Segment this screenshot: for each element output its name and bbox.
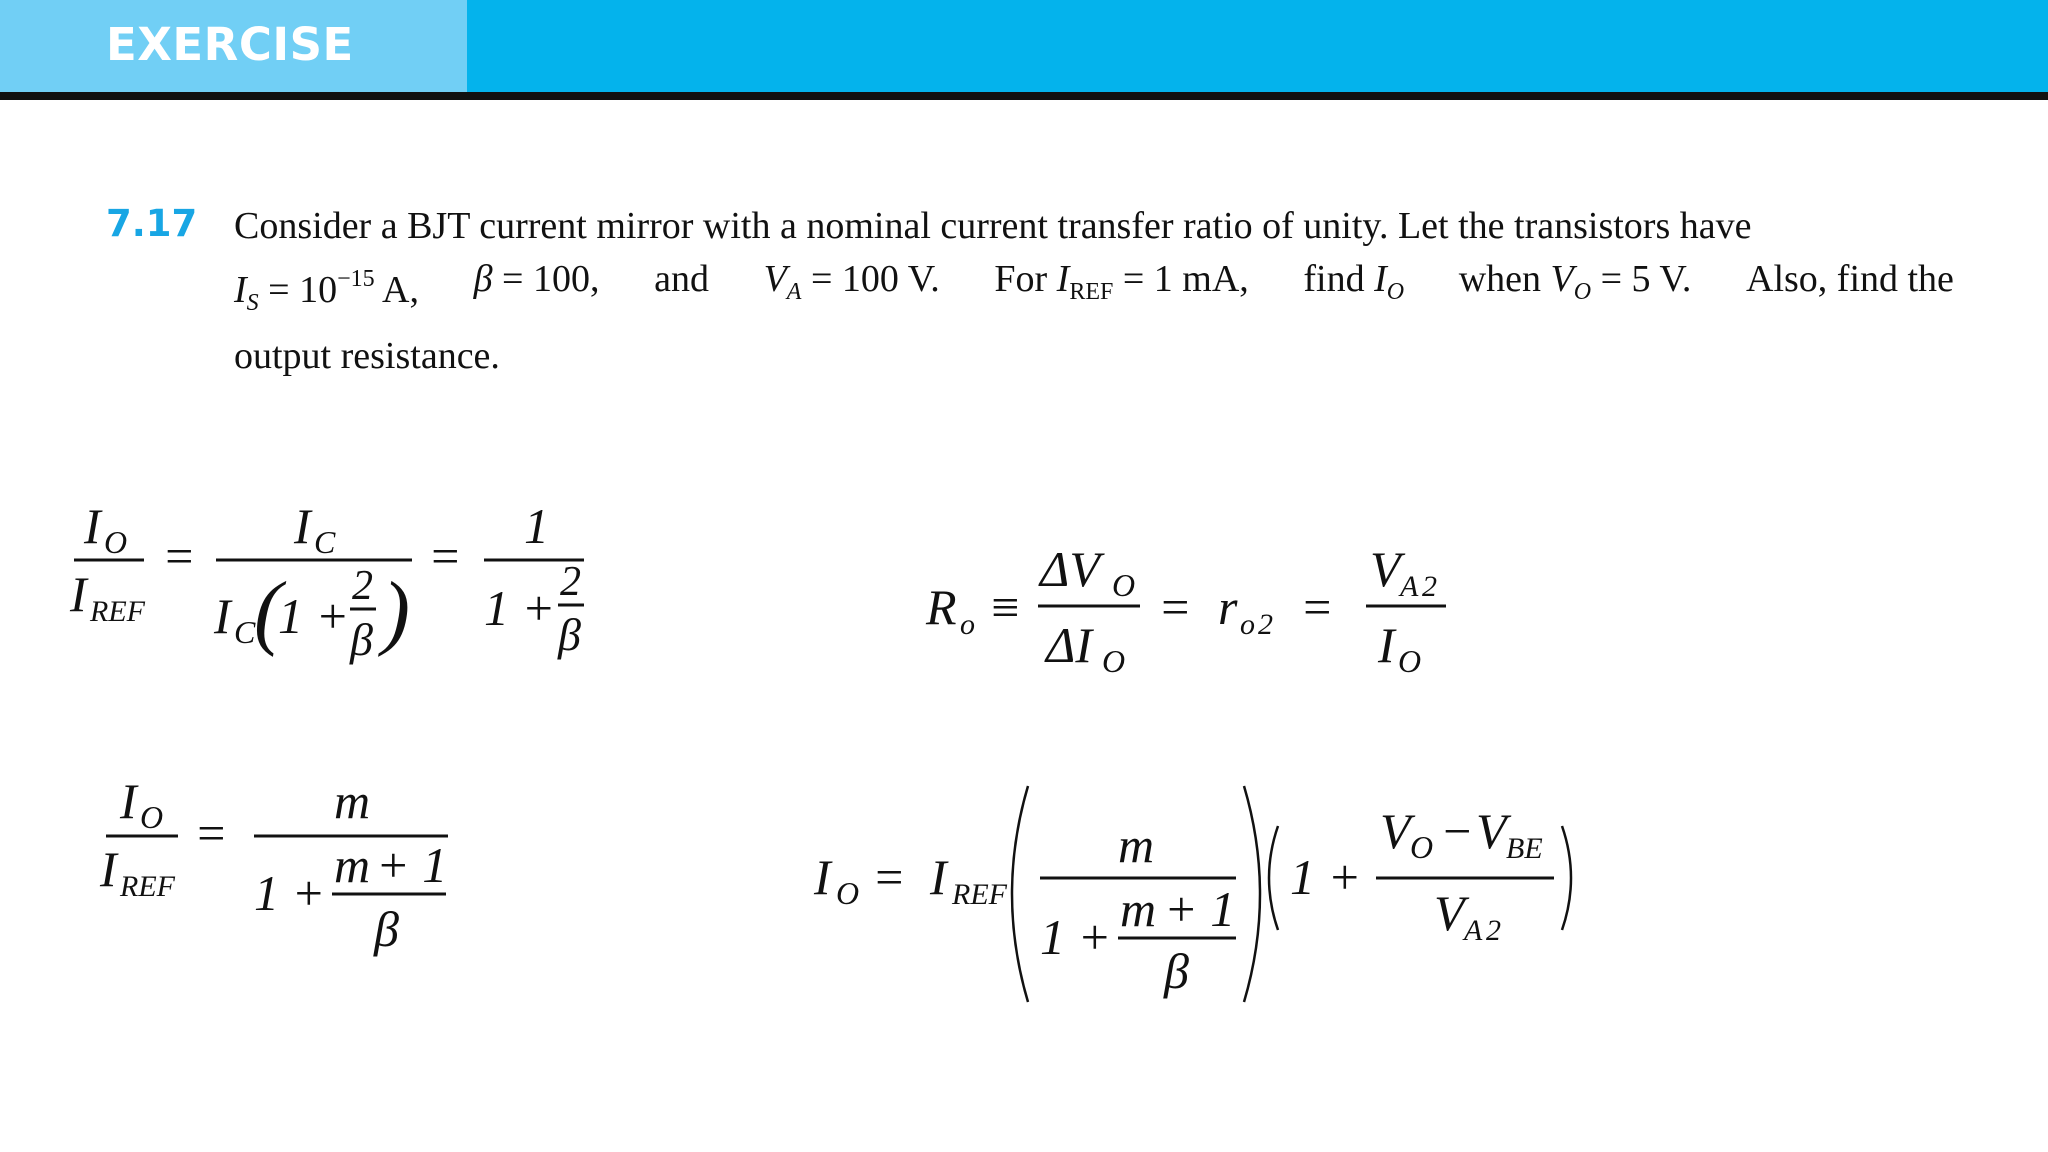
- svg-text:β: β: [374, 901, 399, 957]
- header-tab: [0, 0, 467, 92]
- svg-text:O: O: [140, 799, 164, 835]
- svg-text:2: 2: [352, 563, 373, 609]
- svg-text:m: m: [334, 773, 371, 829]
- svg-text:C: C: [314, 524, 336, 560]
- problem-line-2: $I_S = 10^{-15}$ A, β = 100, and $V_A = 100$ V. For $I_{REF} = 1$ mA, find $I_O$ when $V_O = 5$ V. Also, find the: [234, 258, 1954, 316]
- svg-text:m: m: [1118, 817, 1155, 873]
- exercise-number: 7.17: [106, 202, 198, 245]
- svg-text:m: m: [1120, 881, 1157, 937]
- svg-text:I: I: [120, 773, 137, 829]
- svg-text:O: O: [1398, 643, 1422, 679]
- svg-text:I: I: [214, 588, 231, 644]
- svg-text:2: 2: [1486, 914, 1501, 947]
- svg-text:REF: REF: [952, 878, 1007, 911]
- svg-text:I: I: [930, 849, 947, 905]
- header-rule: [0, 92, 2048, 100]
- svg-text:): ): [382, 565, 410, 658]
- equation-output-resistance: [922, 528, 1462, 688]
- svg-text:2: 2: [1422, 570, 1437, 603]
- svg-text:O: O: [836, 875, 860, 911]
- svg-text:V: V: [1380, 803, 1411, 859]
- svg-text:r: r: [1218, 579, 1238, 635]
- svg-text:=: =: [872, 849, 906, 905]
- svg-text:A: A: [1464, 914, 1483, 947]
- svg-text:m: m: [334, 837, 371, 893]
- svg-text:+ 1: + 1: [1164, 881, 1236, 937]
- svg-text:O: O: [1112, 567, 1136, 603]
- svg-text:1: 1: [524, 498, 549, 554]
- svg-text:O: O: [104, 524, 128, 560]
- equation-transfer-ratio-m: [90, 770, 490, 970]
- svg-text:1 +: 1 +: [278, 588, 350, 644]
- svg-text:=: =: [194, 805, 228, 861]
- svg-text:=: =: [428, 528, 462, 584]
- svg-text:β: β: [1164, 943, 1189, 999]
- svg-text:O: O: [1410, 829, 1434, 865]
- equation-output-current: [808, 782, 1588, 1012]
- problem-line-1: Consider a BJT current mirror with a nominal current transfer ratio of unity. Let the transistors have: [234, 205, 1752, 247]
- svg-text:1 +: 1 +: [1040, 909, 1112, 965]
- svg-text:1 +: 1 +: [1290, 849, 1362, 905]
- svg-text:o: o: [1240, 608, 1255, 641]
- svg-text:2: 2: [1258, 608, 1273, 641]
- svg-text:1 +: 1 +: [254, 865, 326, 921]
- equation-transfer-ratio-basic: [68, 495, 628, 685]
- svg-text:I: I: [100, 841, 117, 897]
- svg-text:=: =: [162, 528, 196, 584]
- svg-text:REF: REF: [90, 595, 145, 628]
- svg-text:I: I: [814, 849, 831, 905]
- svg-text:−: −: [1440, 803, 1474, 859]
- svg-text:ΔV: ΔV: [1040, 541, 1100, 597]
- svg-text:+ 1: + 1: [376, 837, 448, 893]
- svg-text:I: I: [1378, 617, 1395, 673]
- svg-text:REF: REF: [120, 870, 175, 903]
- svg-text:C: C: [234, 614, 256, 650]
- header-title: EXERCISE: [106, 18, 354, 71]
- svg-text:2: 2: [560, 559, 581, 605]
- problem-statement: [234, 200, 1954, 383]
- svg-text:o: o: [960, 608, 975, 641]
- svg-text:(: (: [254, 565, 282, 658]
- svg-text:BE: BE: [1506, 832, 1543, 865]
- svg-text:A: A: [1400, 570, 1419, 603]
- svg-text:V: V: [1434, 885, 1465, 941]
- svg-text:R: R: [926, 579, 957, 635]
- svg-text:I: I: [70, 566, 87, 622]
- svg-text:β: β: [350, 614, 373, 665]
- svg-text:1 +: 1 +: [484, 580, 556, 636]
- svg-text:I: I: [84, 498, 101, 554]
- svg-text:V: V: [1476, 803, 1507, 859]
- svg-text:=: =: [1300, 579, 1334, 635]
- svg-text:β: β: [558, 609, 581, 660]
- svg-text:≡: ≡: [988, 579, 1022, 635]
- svg-text:I: I: [294, 498, 311, 554]
- problem-line-3: output resistance.: [234, 335, 500, 377]
- svg-text:V: V: [1370, 541, 1401, 597]
- svg-text:=: =: [1158, 579, 1192, 635]
- svg-text:ΔI: ΔI: [1046, 617, 1093, 673]
- svg-text:O: O: [1102, 643, 1126, 679]
